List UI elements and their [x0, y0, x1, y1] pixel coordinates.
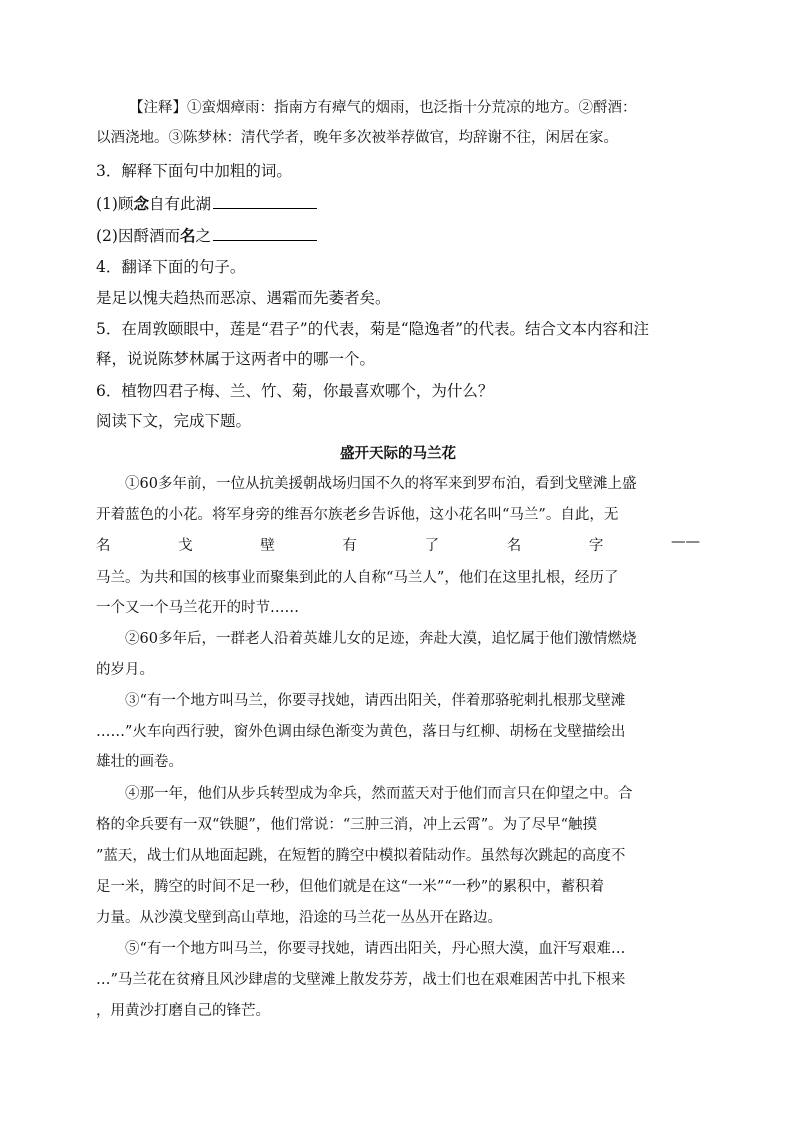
- p3-line-2: ……”火车向西行驶，窗外色调由绿色渐变为黄色，落日与红柳、胡杨在戈壁描绘出: [96, 724, 626, 740]
- p1-line-3-char: 有: [342, 538, 357, 554]
- p3-line-1: ③“有一个地方叫马兰，你要寻找她，请西出阳关，伴着那骆驼刺扎根那戈壁滩: [125, 693, 626, 709]
- p4-line-4: 足一米，腾空的时间不足一秒，但他们就是在这“一米”“一秒”的累积中，蓄积着: [96, 879, 605, 895]
- question-4-title: 4．翻译下面的句子。: [96, 258, 246, 276]
- p1-line-3-char: 戈: [178, 538, 193, 554]
- p1-line-3: [96, 534, 700, 555]
- q3-item1-prefix: (1)顾: [96, 195, 134, 213]
- p2-line-2: 的岁月。: [96, 662, 154, 678]
- p1-line-4: 马兰。为共和国的核事业而聚集到此的人自称“马兰人”，他们在这里扎根，经历了: [96, 570, 619, 586]
- question-3-title: 3．解释下面句中加粗的词。: [96, 162, 292, 180]
- p1-line-3-dash: ——: [670, 534, 700, 550]
- p4-line-5: 力量。从沙漠戈壁到高山草地，沿途的马兰花一丛丛开在路边。: [96, 910, 502, 926]
- question-4-sentence: 是足以愧夫趋热而恶凉、遇霜而先萎者矣。: [96, 289, 391, 307]
- p1-line-5: 一个又一个马兰花开的时节……: [96, 600, 299, 616]
- p5-line-1: ⑤“有一个地方叫马兰，你要寻找她，请西出阳关，丹心照大漠，血汗写艰难…: [125, 941, 626, 957]
- question-5-line-1: 5．在周敦颐眼中，莲是“君子”的代表，菊是“隐逸者”的代表。结合文本内容和注: [96, 320, 650, 338]
- q3-item1-suffix: 自有此湖: [148, 195, 211, 213]
- answer-blank-2[interactable]: [213, 226, 317, 241]
- p1-line-3-char: 壁: [260, 538, 275, 554]
- p3-line-3: 雄壮的画卷。: [96, 754, 183, 770]
- q3-item2-suffix: 之: [195, 227, 211, 245]
- p5-line-2: …”马兰花在贫瘠且风沙肆虐的戈壁滩上散发芬芳，战士们也在艰难困苦中扎下根来: [96, 972, 626, 988]
- p1-line-3-char: 字: [588, 538, 604, 554]
- q3-item2-prefix: (2)因酹酒而: [96, 227, 180, 245]
- reading-instruction: 阅读下文，完成下题。: [96, 412, 252, 430]
- p4-line-3: ”蓝天，战士们从地面起跳，在短暂的腾空中模拟着陆动作。虽然每次跳起的高度不: [96, 848, 626, 864]
- note-line-2: 以酒浇地。③陈梦林：清代学者，晚年多次被举荐做官，均辞谢不往，闲居在家。: [96, 130, 618, 146]
- note-line-1: 【注释】①蛮烟瘴雨：指南方有瘴气的烟雨，也泛指十分荒凉的地方。②酹酒：: [129, 100, 637, 116]
- p1-line-2: 开着蓝色的小花。将军身旁的维吾尔族老乡告诉他，这小花名叫“马兰”。自此，无: [96, 507, 619, 523]
- question-3-item-1: [96, 192, 317, 214]
- p1-line-1: ①60多年前，一位从抗美援朝战场归国不久的将军来到罗布泊，看到戈壁滩上盛: [125, 476, 637, 492]
- question-3-item-2: [96, 224, 317, 246]
- p4-line-2: 格的伞兵要有一双“铁腿”，他们常说：“三肿三消，冲上云霄”。为了尽早“触摸: [96, 817, 598, 833]
- p4-line-1: ④那一年，他们从步兵转型成为伞兵，然而蓝天对于他们而言只在仰望之中。合: [125, 786, 633, 802]
- p1-line-3-char: 名: [96, 538, 111, 554]
- article-title: 盛开天际的马兰花: [340, 445, 456, 462]
- p1-line-3-char: 名: [506, 538, 522, 554]
- q3-item2-bold-word: 名: [179, 226, 196, 245]
- question-5-line-2: 释，说说陈梦林属于这两者中的哪一个。: [96, 350, 376, 368]
- p1-line-3-char: 了: [424, 538, 440, 554]
- answer-blank-1[interactable]: [213, 194, 317, 209]
- p5-line-3: ，用黄沙打磨自己的锋芒。: [96, 1003, 270, 1019]
- q3-item1-bold-word: 念: [133, 194, 149, 213]
- question-6-title: 6．植物四君子梅、兰、竹、菊，你最喜欢哪个，为什么？: [96, 382, 494, 400]
- p2-line-1: ②60多年后，一群老人沿着英雄儿女的足迹，奔赴大漠，追忆属于他们激情燃烧: [125, 631, 637, 647]
